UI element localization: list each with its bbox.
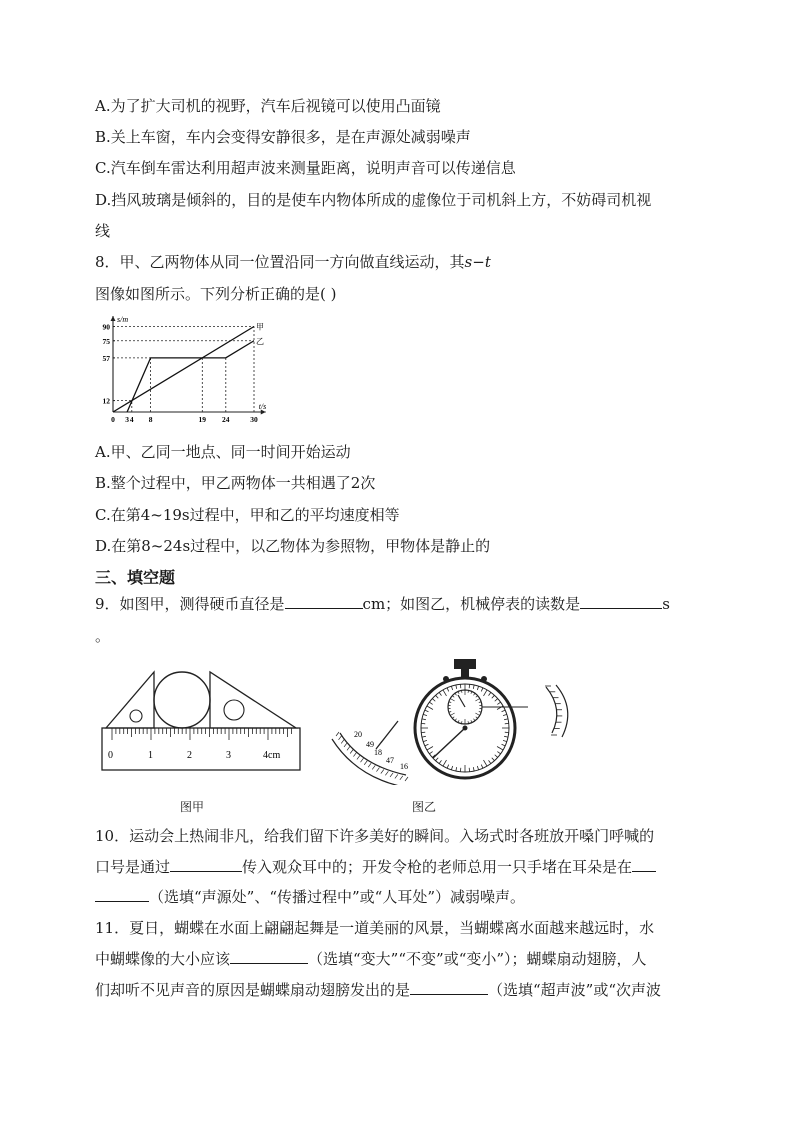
dial-tick xyxy=(456,767,457,771)
dial-tick xyxy=(423,740,427,741)
x-tick-label-3: 3 xyxy=(125,415,129,424)
y-tick-label-57: 57 xyxy=(102,353,110,363)
q11-blank-wave-type[interactable] xyxy=(410,980,488,995)
ruler-label-2: 2 xyxy=(187,750,192,761)
series-line-0 xyxy=(113,327,254,413)
subdial-tick xyxy=(474,719,475,721)
q10-text-a: 口号是通过 xyxy=(95,858,171,876)
dial-tick xyxy=(489,692,491,695)
dial-tick xyxy=(481,688,483,692)
y-tick-label-75: 75 xyxy=(102,336,110,346)
zoom-tick xyxy=(336,732,339,736)
q10-text-c: （选填“声源处”、“传播过程中”或“人耳处”）减弱噪声。 xyxy=(149,888,526,906)
series-label-1: 乙 xyxy=(256,336,264,346)
dial-tick xyxy=(451,766,452,770)
q10-line3 xyxy=(95,887,525,907)
dial-tick xyxy=(484,690,488,696)
dial-tick xyxy=(504,736,508,737)
subdial-tick xyxy=(476,717,478,719)
dial-tick xyxy=(497,747,503,751)
dial-tick xyxy=(436,758,439,761)
dial-tick xyxy=(504,719,508,720)
dial-tick xyxy=(473,767,474,771)
dial-tick xyxy=(503,740,507,741)
ruler-label-0: 0 xyxy=(108,750,113,761)
x-tick-label-4: 4 xyxy=(129,415,134,424)
subdial-tick xyxy=(458,720,459,722)
q10-blank-where-part1[interactable] xyxy=(632,857,656,872)
x-tick-label-24: 24 xyxy=(222,415,230,424)
y-tick-label-12: 12 xyxy=(102,396,110,406)
dial-tick xyxy=(443,690,447,696)
subdial-tick xyxy=(455,693,456,695)
q11-line3 xyxy=(95,980,661,1000)
dial-tick xyxy=(492,695,495,698)
ruler-label-4cm: 4cm xyxy=(263,750,281,761)
left-square-hole xyxy=(130,710,142,722)
x-tick-label-30: 30 xyxy=(250,415,258,424)
dial-tick xyxy=(422,736,426,737)
zoom-tick xyxy=(350,750,353,754)
zoom-tick xyxy=(395,774,398,778)
subdial-tick xyxy=(452,696,454,698)
q8-stem-line2: 图像如图所示。下列分析正确的是( ) xyxy=(95,285,337,303)
q11-text-b: （选填“变大”“不变”或“变小”）；蝴蝶扇动翅膀，人 xyxy=(308,950,647,968)
dial-tick xyxy=(495,699,498,702)
q11-text-c: 们却听不见声音的原因是蝴蝶扇动翅膀发出的是 xyxy=(95,981,411,999)
dial-tick xyxy=(436,695,439,698)
dial-tick xyxy=(439,760,441,763)
q7-option-d-line2: 线 xyxy=(95,222,111,240)
q10-text-b: 传入观众耳中的；开发令枪的老师总用一只手堵在耳朵是在 xyxy=(242,858,633,876)
second-hand xyxy=(433,728,465,758)
q11-line2 xyxy=(95,949,647,969)
subdial-tick xyxy=(471,720,472,722)
minute-hand xyxy=(458,695,465,707)
x-tick-label-19: 19 xyxy=(198,415,207,424)
zoom-label-47: 47 xyxy=(386,756,394,765)
q8-option-b: B.整个过程中，甲乙两物体一共相遇了2次 xyxy=(95,474,376,492)
q7-option-c: C.汽车倒车雷达利用超声波来测量距离，说明声音可以传递信息 xyxy=(95,159,516,177)
coin xyxy=(154,672,210,728)
zoom-tick xyxy=(385,771,388,775)
dial-tick xyxy=(473,685,474,689)
q8-stem-text: 8．甲、乙两物体从同一位置沿同一方向做直线运动，其 xyxy=(95,253,465,271)
dial-tick xyxy=(497,702,500,704)
q9-text-a: 9．如图甲，测得硬币直径是 xyxy=(95,595,285,613)
dial-tick xyxy=(495,755,498,758)
q10-blank-medium[interactable] xyxy=(170,857,242,872)
q9-unit-a: cm；如图乙，机械停表的读数是 xyxy=(362,595,581,613)
y-tick-label-90: 90 xyxy=(102,322,110,332)
ruler-label-1: 1 xyxy=(148,750,153,761)
dial-tick xyxy=(481,765,483,769)
dial-tick xyxy=(429,752,432,754)
q11-blank-size[interactable] xyxy=(230,949,308,964)
series-label-0: 甲 xyxy=(256,322,264,332)
zoom-label-18: 18 xyxy=(374,748,382,757)
subdial-tick xyxy=(455,719,456,721)
zoom-tick xyxy=(376,768,379,772)
y-axis-label: s/m xyxy=(117,315,129,324)
zoom-tick xyxy=(400,776,403,780)
subdial-tick xyxy=(475,699,479,702)
x-axis-label: t/s xyxy=(258,402,267,411)
subdial-tick xyxy=(475,713,479,716)
q7-option-b: B.关上车窗，车内会变得安静很多，是在声源处减弱噪声 xyxy=(95,128,471,146)
zoom-tick xyxy=(357,755,360,759)
st-graph-chart xyxy=(95,310,275,434)
dial-tick xyxy=(447,688,449,692)
q8-stem-line1 xyxy=(95,252,491,272)
q9-trailing-period: 。 xyxy=(95,627,111,645)
zoom-tick xyxy=(405,777,408,781)
q10-line1: 10．运动会上热闹非凡，给我们留下许多美好的瞬间。入场式时各班放开嗓门呼喊的 xyxy=(95,827,655,845)
q10-line2 xyxy=(95,857,656,877)
figure-ruler-coin xyxy=(98,660,304,774)
q7-option-d-line1: D.挡风玻璃是倾斜的，目的是使车内物体所成的虚像位于司机斜上方，不妨碍司机视 xyxy=(95,191,652,209)
dial-tick xyxy=(451,686,452,690)
q9-unit-b: s xyxy=(662,595,670,613)
dial-tick xyxy=(492,758,495,761)
figure-stopwatch xyxy=(330,655,590,785)
dial-tick xyxy=(502,744,506,746)
subdial-tick xyxy=(471,691,472,693)
zoom-tick xyxy=(360,758,363,762)
left-set-square xyxy=(106,672,154,728)
dial-tick xyxy=(497,752,500,754)
x-tick-label-0: 0 xyxy=(111,415,115,424)
zoom-tick xyxy=(353,753,356,757)
q8-option-d: D.在第8~24s过程中，以乙物体为参照物，甲物体是静止的 xyxy=(95,537,491,555)
ruler-label-3: 3 xyxy=(226,750,231,761)
dial-tick xyxy=(477,766,478,770)
series-line-1 xyxy=(127,341,254,412)
dial-tick xyxy=(443,760,447,766)
subdial-tick xyxy=(476,696,478,698)
subdial-tick xyxy=(458,691,459,693)
zoom-tick xyxy=(372,765,375,769)
dial-tick xyxy=(447,765,449,769)
zoom-label-20: 20 xyxy=(354,730,362,739)
q8-option-a: A.甲、乙同一地点、同一时间开始运动 xyxy=(95,443,351,461)
dial-tick xyxy=(427,747,433,751)
zoom-pointer xyxy=(376,721,398,749)
q10-blank-where-part2[interactable] xyxy=(95,887,149,902)
dial-tick xyxy=(427,706,433,710)
q11-text-d: （选填“超声波”或“次声波 xyxy=(488,981,662,999)
zoom-label-49: 49 xyxy=(366,740,374,749)
zoom-tick xyxy=(341,739,344,743)
right-square-hole xyxy=(224,700,244,720)
q9-blank-stopwatch[interactable] xyxy=(580,594,662,609)
dial-tick xyxy=(503,714,507,715)
subdial-tick xyxy=(450,713,454,716)
section-title-fill-blank: 三、填空题 xyxy=(95,568,176,587)
zoom-tick xyxy=(339,736,342,740)
stopwatch-crown xyxy=(454,659,476,669)
q7-option-a: A.为了扩大司机的视野，汽车后视镜可以使用凸面镜 xyxy=(95,97,441,115)
dial-tick xyxy=(425,710,429,712)
dial-tick xyxy=(429,702,432,704)
zoom-subdial-arc xyxy=(546,687,557,733)
subdial-tick xyxy=(474,693,475,695)
x-tick-label-8: 8 xyxy=(148,415,153,424)
zoom-tick xyxy=(344,743,347,747)
zoom-tick xyxy=(390,773,393,777)
dial-tick xyxy=(484,760,488,766)
dial-tick xyxy=(425,744,429,746)
q8-stem-math: s−t xyxy=(464,253,491,271)
q8-option-c: C.在第4~19s过程中，甲和乙的平均速度相等 xyxy=(95,506,400,524)
zoom-tick xyxy=(381,770,384,774)
dial-tick xyxy=(423,714,427,715)
dial-tick xyxy=(456,685,457,689)
zoom-tick xyxy=(347,746,350,750)
q9-line1 xyxy=(95,594,670,614)
q9-blank-diameter[interactable] xyxy=(285,594,363,609)
dial-tick xyxy=(489,760,491,763)
q11-line1: 11．夏日，蝴蝶在水面上翩翩起舞是一道美丽的风景，当蝴蝶离水面越来越远时，水 xyxy=(95,919,655,937)
right-set-square xyxy=(210,672,296,728)
zoom-tick xyxy=(368,763,371,767)
dial-tick xyxy=(422,719,426,720)
q11-text-a: 中蝴蝶像的大小应该 xyxy=(95,950,231,968)
subdial-tick xyxy=(452,717,454,719)
dial-tick xyxy=(432,699,435,702)
y-axis-arrow xyxy=(111,316,116,321)
zoom-label-16: 16 xyxy=(400,762,408,771)
dial-tick xyxy=(477,686,478,690)
zoom-tick xyxy=(364,761,367,765)
caption-figure-yi: 图乙 xyxy=(412,800,437,814)
subdial-tick xyxy=(450,699,454,702)
caption-figure-jia: 图甲 xyxy=(180,800,205,814)
dial-tick xyxy=(439,692,441,695)
dial-tick xyxy=(502,710,506,712)
